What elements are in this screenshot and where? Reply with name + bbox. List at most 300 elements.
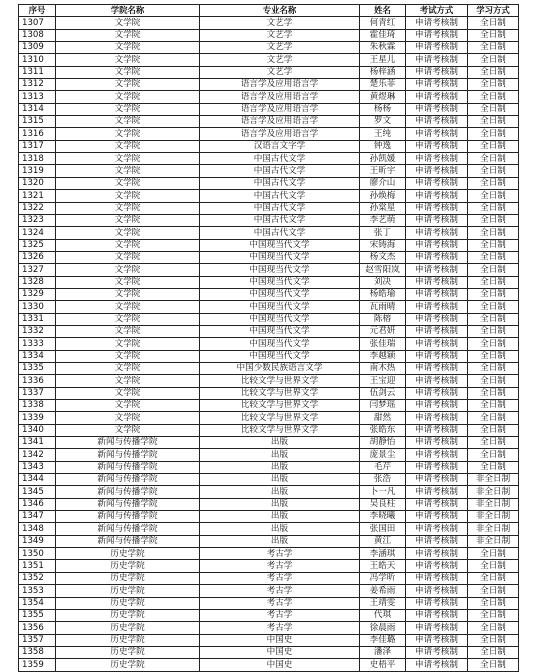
cell-exam-method: 申请考核制 [406, 153, 468, 165]
table-row [19, 486, 519, 498]
cell-major: 中国现当代文学 [200, 264, 360, 276]
table-row [19, 214, 519, 226]
cell-serial: 1336 [19, 375, 56, 387]
cell-exam-method: 申请考核制 [406, 597, 468, 609]
table-row [19, 165, 519, 177]
cell-college: 历史学院 [56, 634, 200, 646]
cell-study-mode: 全日制 [468, 116, 519, 128]
cell-exam-method: 申请考核制 [406, 54, 468, 66]
cell-exam-method: 申请考核制 [406, 288, 468, 300]
table-body [19, 17, 519, 671]
table-row [19, 609, 519, 621]
cell-college: 历史学院 [56, 622, 200, 634]
cell-exam-method: 申请考核制 [406, 313, 468, 325]
cell-exam-method: 申请考核制 [406, 400, 468, 412]
table-row [19, 634, 519, 646]
cell-college: 历史学院 [56, 659, 200, 671]
cell-name: 王纯 [360, 128, 406, 140]
cell-name: 王靖雯 [360, 597, 406, 609]
cell-serial: 1335 [19, 362, 56, 374]
cell-name: 杨梓涵 [360, 66, 406, 78]
table-row [19, 523, 519, 535]
cell-serial: 1324 [19, 227, 56, 239]
cell-serial: 1333 [19, 338, 56, 350]
table-row [19, 42, 519, 54]
cell-name: 楚乐菲 [360, 79, 406, 91]
cell-exam-method: 申请考核制 [406, 116, 468, 128]
cell-major: 考古学 [200, 597, 360, 609]
cell-college: 文学院 [56, 17, 200, 29]
cell-major: 比较文学与世界文学 [200, 387, 360, 399]
cell-major: 考古学 [200, 585, 360, 597]
cell-serial: 1348 [19, 523, 56, 535]
cell-study-mode: 全日制 [468, 264, 519, 276]
cell-study-mode: 全日制 [468, 214, 519, 226]
cell-college: 新闻与传播学院 [56, 535, 200, 547]
header-college: 学院名称 [56, 5, 200, 17]
cell-exam-method: 申请考核制 [406, 548, 468, 560]
cell-serial: 1350 [19, 548, 56, 560]
cell-name: 黄煜琳 [360, 91, 406, 103]
cell-college: 文学院 [56, 338, 200, 350]
cell-study-mode: 全日制 [468, 276, 519, 288]
table-row [19, 301, 519, 313]
cell-college: 文学院 [56, 153, 200, 165]
cell-exam-method: 申请考核制 [406, 387, 468, 399]
cell-major: 出版 [200, 523, 360, 535]
cell-study-mode: 全日制 [468, 461, 519, 473]
cell-name: 姜希雨 [360, 585, 406, 597]
cell-college: 新闻与传播学院 [56, 437, 200, 449]
cell-exam-method: 申请考核制 [406, 42, 468, 54]
cell-study-mode: 全日制 [468, 301, 519, 313]
cell-study-mode: 全日制 [468, 634, 519, 646]
cell-serial: 1327 [19, 264, 56, 276]
cell-exam-method: 申请考核制 [406, 214, 468, 226]
cell-college: 文学院 [56, 227, 200, 239]
cell-college: 新闻与传播学院 [56, 461, 200, 473]
cell-name: 杨杨 [360, 103, 406, 115]
cell-college: 历史学院 [56, 646, 200, 658]
cell-major: 出版 [200, 474, 360, 486]
cell-name: 甜然 [360, 412, 406, 424]
cell-exam-method: 申请考核制 [406, 486, 468, 498]
cell-study-mode: 全日制 [468, 325, 519, 337]
cell-name: 张皓东 [360, 424, 406, 436]
table-row [19, 276, 519, 288]
cell-college: 文学院 [56, 29, 200, 41]
table-row [19, 646, 519, 658]
cell-study-mode: 全日制 [468, 585, 519, 597]
cell-name: 张丁 [360, 227, 406, 239]
cell-major: 比较文学与世界文学 [200, 424, 360, 436]
cell-college: 文学院 [56, 387, 200, 399]
table-row [19, 375, 519, 387]
cell-exam-method: 申请考核制 [406, 634, 468, 646]
cell-college: 文学院 [56, 325, 200, 337]
cell-study-mode: 全日制 [468, 437, 519, 449]
cell-major: 语言学及应用语言学 [200, 128, 360, 140]
cell-major: 中国古代文学 [200, 190, 360, 202]
cell-serial: 1310 [19, 54, 56, 66]
cell-exam-method: 申请考核制 [406, 325, 468, 337]
cell-major: 出版 [200, 449, 360, 461]
cell-major: 语言学及应用语言学 [200, 91, 360, 103]
cell-exam-method: 申请考核制 [406, 449, 468, 461]
cell-serial: 1314 [19, 103, 56, 115]
cell-major: 中国史 [200, 646, 360, 658]
cell-study-mode: 全日制 [468, 288, 519, 300]
cell-college: 文学院 [56, 202, 200, 214]
cell-serial: 1318 [19, 153, 56, 165]
cell-name: 冯学昕 [360, 572, 406, 584]
cell-college: 文学院 [56, 79, 200, 91]
cell-serial: 1346 [19, 498, 56, 510]
cell-name: 王星儿 [360, 54, 406, 66]
table-row [19, 140, 519, 152]
cell-serial: 1359 [19, 659, 56, 671]
cell-major: 中国古代文学 [200, 153, 360, 165]
cell-serial: 1323 [19, 214, 56, 226]
cell-study-mode: 非全日制 [468, 498, 519, 510]
cell-exam-method: 申请考核制 [406, 91, 468, 103]
cell-name: 李越颖 [360, 350, 406, 362]
cell-study-mode: 全日制 [468, 560, 519, 572]
table-row [19, 498, 519, 510]
cell-college: 文学院 [56, 165, 200, 177]
cell-study-mode: 全日制 [468, 350, 519, 362]
cell-exam-method: 申请考核制 [406, 424, 468, 436]
cell-study-mode: 全日制 [468, 251, 519, 263]
cell-college: 文学院 [56, 42, 200, 54]
table-row [19, 572, 519, 584]
cell-serial: 1334 [19, 350, 56, 362]
table-row [19, 424, 519, 436]
table-row [19, 350, 519, 362]
table-row [19, 585, 519, 597]
cell-serial: 1343 [19, 461, 56, 473]
cell-study-mode: 全日制 [468, 572, 519, 584]
cell-major: 出版 [200, 437, 360, 449]
cell-serial: 1325 [19, 239, 56, 251]
table-row [19, 461, 519, 473]
cell-major: 中国现当代文学 [200, 350, 360, 362]
cell-name: 赵雪阳岚 [360, 264, 406, 276]
cell-exam-method: 申请考核制 [406, 498, 468, 510]
cell-exam-method: 申请考核制 [406, 227, 468, 239]
cell-name: 霍佳琦 [360, 29, 406, 41]
cell-exam-method: 申请考核制 [406, 190, 468, 202]
cell-name: 庞景尘 [360, 449, 406, 461]
cell-study-mode: 全日制 [468, 128, 519, 140]
cell-exam-method: 申请考核制 [406, 362, 468, 374]
cell-study-mode: 全日制 [468, 66, 519, 78]
cell-major: 中国史 [200, 659, 360, 671]
cell-serial: 1326 [19, 251, 56, 263]
table-row [19, 264, 519, 276]
table-row [19, 622, 519, 634]
cell-college: 历史学院 [56, 585, 200, 597]
cell-name: 杨皓瑜 [360, 288, 406, 300]
cell-college: 文学院 [56, 350, 200, 362]
cell-exam-method: 申请考核制 [406, 412, 468, 424]
cell-major: 中国现当代文学 [200, 288, 360, 300]
table-row [19, 66, 519, 78]
header-name: 姓名 [360, 5, 406, 17]
cell-major: 语言学及应用语言学 [200, 116, 360, 128]
cell-name: 李晓曦 [360, 511, 406, 523]
table-row [19, 288, 519, 300]
cell-serial: 1308 [19, 29, 56, 41]
cell-name: 何青红 [360, 17, 406, 29]
cell-college: 文学院 [56, 424, 200, 436]
cell-major: 中国古代文学 [200, 214, 360, 226]
cell-study-mode: 全日制 [468, 29, 519, 41]
cell-serial: 1321 [19, 190, 56, 202]
cell-college: 历史学院 [56, 560, 200, 572]
table-row [19, 338, 519, 350]
cell-name: 罗文 [360, 116, 406, 128]
table-row [19, 54, 519, 66]
cell-major: 中国史 [200, 634, 360, 646]
cell-major: 文艺学 [200, 42, 360, 54]
cell-exam-method: 申请考核制 [406, 264, 468, 276]
cell-major: 中国古代文学 [200, 165, 360, 177]
cell-exam-method: 申请考核制 [406, 177, 468, 189]
cell-study-mode: 全日制 [468, 646, 519, 658]
table-row [19, 91, 519, 103]
cell-serial: 1319 [19, 165, 56, 177]
cell-major: 比较文学与世界文学 [200, 412, 360, 424]
cell-college: 文学院 [56, 128, 200, 140]
cell-exam-method: 申请考核制 [406, 523, 468, 535]
cell-college: 历史学院 [56, 597, 200, 609]
cell-serial: 1344 [19, 474, 56, 486]
cell-major: 考古学 [200, 572, 360, 584]
cell-exam-method: 申请考核制 [406, 140, 468, 152]
cell-study-mode: 全日制 [468, 622, 519, 634]
cell-major: 出版 [200, 486, 360, 498]
table-row [19, 474, 519, 486]
cell-name: 瓦雨晴 [360, 301, 406, 313]
table-row [19, 153, 519, 165]
cell-serial: 1328 [19, 276, 56, 288]
table-row [19, 79, 519, 91]
cell-name: 李佳璐 [360, 634, 406, 646]
cell-exam-method: 申请考核制 [406, 29, 468, 41]
cell-major: 考古学 [200, 560, 360, 572]
cell-major: 比较文学与世界文学 [200, 400, 360, 412]
cell-major: 中国现当代文学 [200, 276, 360, 288]
cell-serial: 1340 [19, 424, 56, 436]
cell-study-mode: 全日制 [468, 387, 519, 399]
cell-study-mode: 全日制 [468, 103, 519, 115]
cell-exam-method: 申请考核制 [406, 128, 468, 140]
cell-study-mode: 全日制 [468, 338, 519, 350]
table-row [19, 17, 519, 29]
table-row [19, 548, 519, 560]
cell-name: 刘决 [360, 276, 406, 288]
cell-study-mode: 全日制 [468, 140, 519, 152]
cell-major: 考古学 [200, 609, 360, 621]
cell-study-mode: 全日制 [468, 548, 519, 560]
cell-college: 文学院 [56, 313, 200, 325]
table-row [19, 239, 519, 251]
cell-serial: 1311 [19, 66, 56, 78]
cell-major: 文艺学 [200, 17, 360, 29]
cell-exam-method: 申请考核制 [406, 338, 468, 350]
cell-major: 考古学 [200, 548, 360, 560]
table-row [19, 29, 519, 41]
cell-exam-method: 申请考核制 [406, 474, 468, 486]
cell-college: 文学院 [56, 251, 200, 263]
cell-college: 文学院 [56, 116, 200, 128]
table-row [19, 190, 519, 202]
cell-major: 汉语言文字学 [200, 140, 360, 152]
cell-name: 胡静怡 [360, 437, 406, 449]
cell-college: 文学院 [56, 375, 200, 387]
cell-serial: 1322 [19, 202, 56, 214]
cell-major: 中国现当代文学 [200, 313, 360, 325]
cell-serial: 1315 [19, 116, 56, 128]
cell-study-mode: 非全日制 [468, 474, 519, 486]
cell-major: 文艺学 [200, 29, 360, 41]
cell-name: 王皓天 [360, 560, 406, 572]
cell-serial: 1307 [19, 17, 56, 29]
cell-college: 文学院 [56, 276, 200, 288]
cell-college: 历史学院 [56, 572, 200, 584]
cell-serial: 1357 [19, 634, 56, 646]
cell-name: 孙焕梅 [360, 190, 406, 202]
cell-major: 考古学 [200, 622, 360, 634]
cell-major: 中国现当代文学 [200, 301, 360, 313]
cell-college: 文学院 [56, 412, 200, 424]
cell-name: 闫梦瑶 [360, 400, 406, 412]
cell-major: 中国古代文学 [200, 177, 360, 189]
cell-serial: 1341 [19, 437, 56, 449]
cell-exam-method: 申请考核制 [406, 572, 468, 584]
cell-name: 张国田 [360, 523, 406, 535]
cell-study-mode: 全日制 [468, 54, 519, 66]
cell-serial: 1332 [19, 325, 56, 337]
table-row [19, 251, 519, 263]
cell-major: 中国古代文学 [200, 227, 360, 239]
cell-exam-method: 申请考核制 [406, 239, 468, 251]
cell-college: 文学院 [56, 177, 200, 189]
cell-name: 李艺萌 [360, 214, 406, 226]
cell-exam-method: 申请考核制 [406, 103, 468, 115]
header-exam-method: 考试方式 [406, 5, 468, 17]
cell-major: 中国现当代文学 [200, 251, 360, 263]
admission-list-table [18, 4, 519, 672]
cell-study-mode: 非全日制 [468, 486, 519, 498]
cell-serial: 1317 [19, 140, 56, 152]
table-row [19, 535, 519, 547]
cell-college: 文学院 [56, 140, 200, 152]
cell-study-mode: 非全日制 [468, 511, 519, 523]
cell-major: 出版 [200, 498, 360, 510]
cell-study-mode: 非全日制 [468, 535, 519, 547]
cell-serial: 1312 [19, 79, 56, 91]
cell-exam-method: 申请考核制 [406, 17, 468, 29]
cell-exam-method: 申请考核制 [406, 535, 468, 547]
cell-name: 黄江 [360, 535, 406, 547]
cell-college: 文学院 [56, 301, 200, 313]
cell-serial: 1353 [19, 585, 56, 597]
cell-serial: 1330 [19, 301, 56, 313]
table-row [19, 103, 519, 115]
cell-exam-method: 申请考核制 [406, 276, 468, 288]
cell-serial: 1313 [19, 91, 56, 103]
cell-college: 新闻与传播学院 [56, 486, 200, 498]
table-row [19, 597, 519, 609]
cell-serial: 1329 [19, 288, 56, 300]
cell-college: 新闻与传播学院 [56, 523, 200, 535]
cell-major: 语言学及应用语言学 [200, 103, 360, 115]
cell-study-mode: 全日制 [468, 190, 519, 202]
header-serial: 序号 [19, 5, 56, 17]
table-row [19, 313, 519, 325]
cell-study-mode: 全日制 [468, 91, 519, 103]
cell-name: 宋铸海 [360, 239, 406, 251]
cell-major: 中国古代文学 [200, 202, 360, 214]
table-row [19, 449, 519, 461]
cell-study-mode: 全日制 [468, 202, 519, 214]
cell-exam-method: 申请考核制 [406, 622, 468, 634]
cell-serial: 1337 [19, 387, 56, 399]
cell-exam-method: 申请考核制 [406, 585, 468, 597]
cell-name: 孙凯媛 [360, 153, 406, 165]
cell-college: 文学院 [56, 214, 200, 226]
cell-study-mode: 全日制 [468, 79, 519, 91]
cell-name: 杨文杰 [360, 251, 406, 263]
cell-serial: 1320 [19, 177, 56, 189]
cell-name: 吴良柱 [360, 498, 406, 510]
cell-college: 新闻与传播学院 [56, 449, 200, 461]
cell-serial: 1309 [19, 42, 56, 54]
cell-name: 南木热 [360, 362, 406, 374]
cell-college: 文学院 [56, 288, 200, 300]
cell-study-mode: 全日制 [468, 609, 519, 621]
cell-exam-method: 申请考核制 [406, 461, 468, 473]
cell-college: 文学院 [56, 264, 200, 276]
cell-name: 王宝迎 [360, 375, 406, 387]
cell-name: 王昕宇 [360, 165, 406, 177]
cell-name: 徐晨雨 [360, 622, 406, 634]
cell-serial: 1316 [19, 128, 56, 140]
cell-major: 中国少数民族语言文学 [200, 362, 360, 374]
table-header-row [19, 5, 519, 17]
table-row [19, 659, 519, 671]
cell-name: 陈榕 [360, 313, 406, 325]
cell-college: 文学院 [56, 190, 200, 202]
table-row [19, 400, 519, 412]
cell-major: 出版 [200, 511, 360, 523]
table-row [19, 412, 519, 424]
cell-study-mode: 全日制 [468, 239, 519, 251]
cell-study-mode: 全日制 [468, 659, 519, 671]
cell-serial: 1355 [19, 609, 56, 621]
cell-name: 孙棠星 [360, 202, 406, 214]
cell-major: 文艺学 [200, 54, 360, 66]
cell-exam-method: 申请考核制 [406, 437, 468, 449]
cell-major: 比较文学与世界文学 [200, 375, 360, 387]
header-study-mode: 学习方式 [468, 5, 519, 17]
table-row [19, 227, 519, 239]
cell-name: 张浩 [360, 474, 406, 486]
cell-exam-method: 申请考核制 [406, 165, 468, 177]
table-row [19, 437, 519, 449]
